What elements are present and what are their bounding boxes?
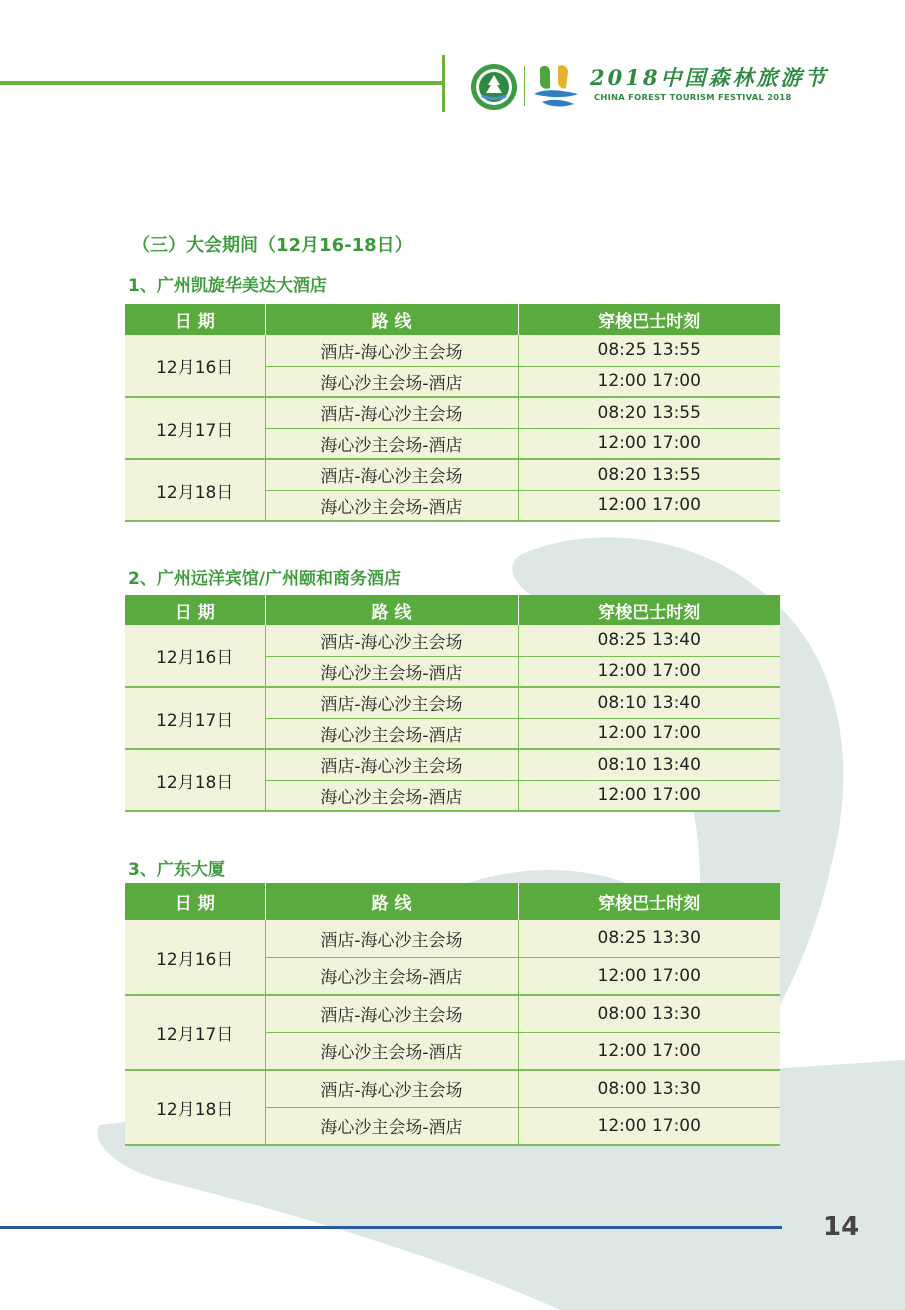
- festival-subtitle: CHINA FOREST TOURISM FESTIVAL 2018: [594, 92, 792, 102]
- schedule-table-2: [125, 595, 780, 812]
- forestry-emblem-logo: [470, 63, 518, 111]
- time-cell: 08:25 13:55: [518, 335, 780, 366]
- time-cell: 12:00 17:00: [518, 428, 780, 459]
- route-cell: 酒店-海心沙主会场: [265, 749, 518, 780]
- route-cell: 酒店-海心沙主会场: [265, 459, 518, 490]
- route-cell: 酒店-海心沙主会场: [265, 687, 518, 718]
- time-cell: 08:10 13:40: [518, 749, 780, 780]
- header-date: 日 期: [125, 595, 265, 625]
- time-cell: 08:25 13:30: [518, 920, 780, 957]
- route-cell: 海心沙主会场-酒店: [265, 490, 518, 521]
- time-cell: 12:00 17:00: [518, 718, 780, 749]
- header-route: 路 线: [265, 304, 518, 335]
- festival-title: 2018中国森林旅游节: [590, 65, 829, 90]
- header-shuttle-times: 穿梭巴士时刻: [518, 304, 780, 335]
- time-cell: 12:00 17:00: [518, 957, 780, 995]
- route-cell: 海心沙主会场-酒店: [265, 1107, 518, 1145]
- route-cell: 酒店-海心沙主会场: [265, 995, 518, 1032]
- time-cell: 12:00 17:00: [518, 656, 780, 687]
- time-cell: 08:10 13:40: [518, 687, 780, 718]
- time-cell: 12:00 17:00: [518, 1032, 780, 1070]
- route-cell: 酒店-海心沙主会场: [265, 397, 518, 428]
- hotel-title-3: 3、广东大厦: [128, 860, 225, 880]
- date-cell: 12月16日: [125, 335, 265, 397]
- header-shuttle-times: 穿梭巴士时刻: [518, 883, 780, 920]
- schedule-table-1: [125, 304, 780, 522]
- date-cell: 12月17日: [125, 687, 265, 749]
- route-cell: 海心沙主会场-酒店: [265, 1032, 518, 1070]
- date-cell: 12月16日: [125, 920, 265, 995]
- hotel-title-2: 2、广州远洋宾馆/广州颐和商务酒店: [128, 569, 402, 589]
- route-cell: 酒店-海心沙主会场: [265, 335, 518, 366]
- footer-rule: [0, 1226, 782, 1229]
- header-route: 路 线: [265, 595, 518, 625]
- route-cell: 海心沙主会场-酒店: [265, 656, 518, 687]
- header-divider: [442, 55, 445, 112]
- date-cell: 12月17日: [125, 995, 265, 1070]
- time-cell: 08:00 13:30: [518, 1070, 780, 1107]
- date-cell: 12月18日: [125, 749, 265, 811]
- time-cell: 12:00 17:00: [518, 780, 780, 811]
- header-shuttle-times: 穿梭巴士时刻: [518, 595, 780, 625]
- festival-mark-logo: [532, 60, 580, 110]
- hotel-title-1: 1、广州凯旋华美达大酒店: [128, 276, 327, 296]
- date-cell: 12月18日: [125, 459, 265, 521]
- route-cell: 酒店-海心沙主会场: [265, 1070, 518, 1107]
- date-cell: 12月18日: [125, 1070, 265, 1145]
- header-date: 日 期: [125, 883, 265, 920]
- header-rule: [0, 81, 444, 85]
- route-cell: 海心沙主会场-酒店: [265, 718, 518, 749]
- date-cell: 12月17日: [125, 397, 265, 459]
- header-route: 路 线: [265, 883, 518, 920]
- section-title: （三）大会期间（12月16-18日）: [132, 235, 413, 256]
- time-cell: 08:20 13:55: [518, 397, 780, 428]
- route-cell: 海心沙主会场-酒店: [265, 366, 518, 397]
- route-cell: 酒店-海心沙主会场: [265, 625, 518, 656]
- header-date: 日 期: [125, 304, 265, 335]
- time-cell: 12:00 17:00: [518, 490, 780, 521]
- route-cell: 海心沙主会场-酒店: [265, 780, 518, 811]
- logo-separator: [524, 66, 525, 106]
- schedule-table-3: [125, 883, 780, 1146]
- time-cell: 08:25 13:40: [518, 625, 780, 656]
- route-cell: 海心沙主会场-酒店: [265, 428, 518, 459]
- date-cell: 12月16日: [125, 625, 265, 687]
- time-cell: 08:00 13:30: [518, 995, 780, 1032]
- route-cell: 海心沙主会场-酒店: [265, 957, 518, 995]
- time-cell: 12:00 17:00: [518, 1107, 780, 1145]
- time-cell: 08:20 13:55: [518, 459, 780, 490]
- time-cell: 12:00 17:00: [518, 366, 780, 397]
- page-number: 14: [823, 1212, 860, 1242]
- route-cell: 酒店-海心沙主会场: [265, 920, 518, 957]
